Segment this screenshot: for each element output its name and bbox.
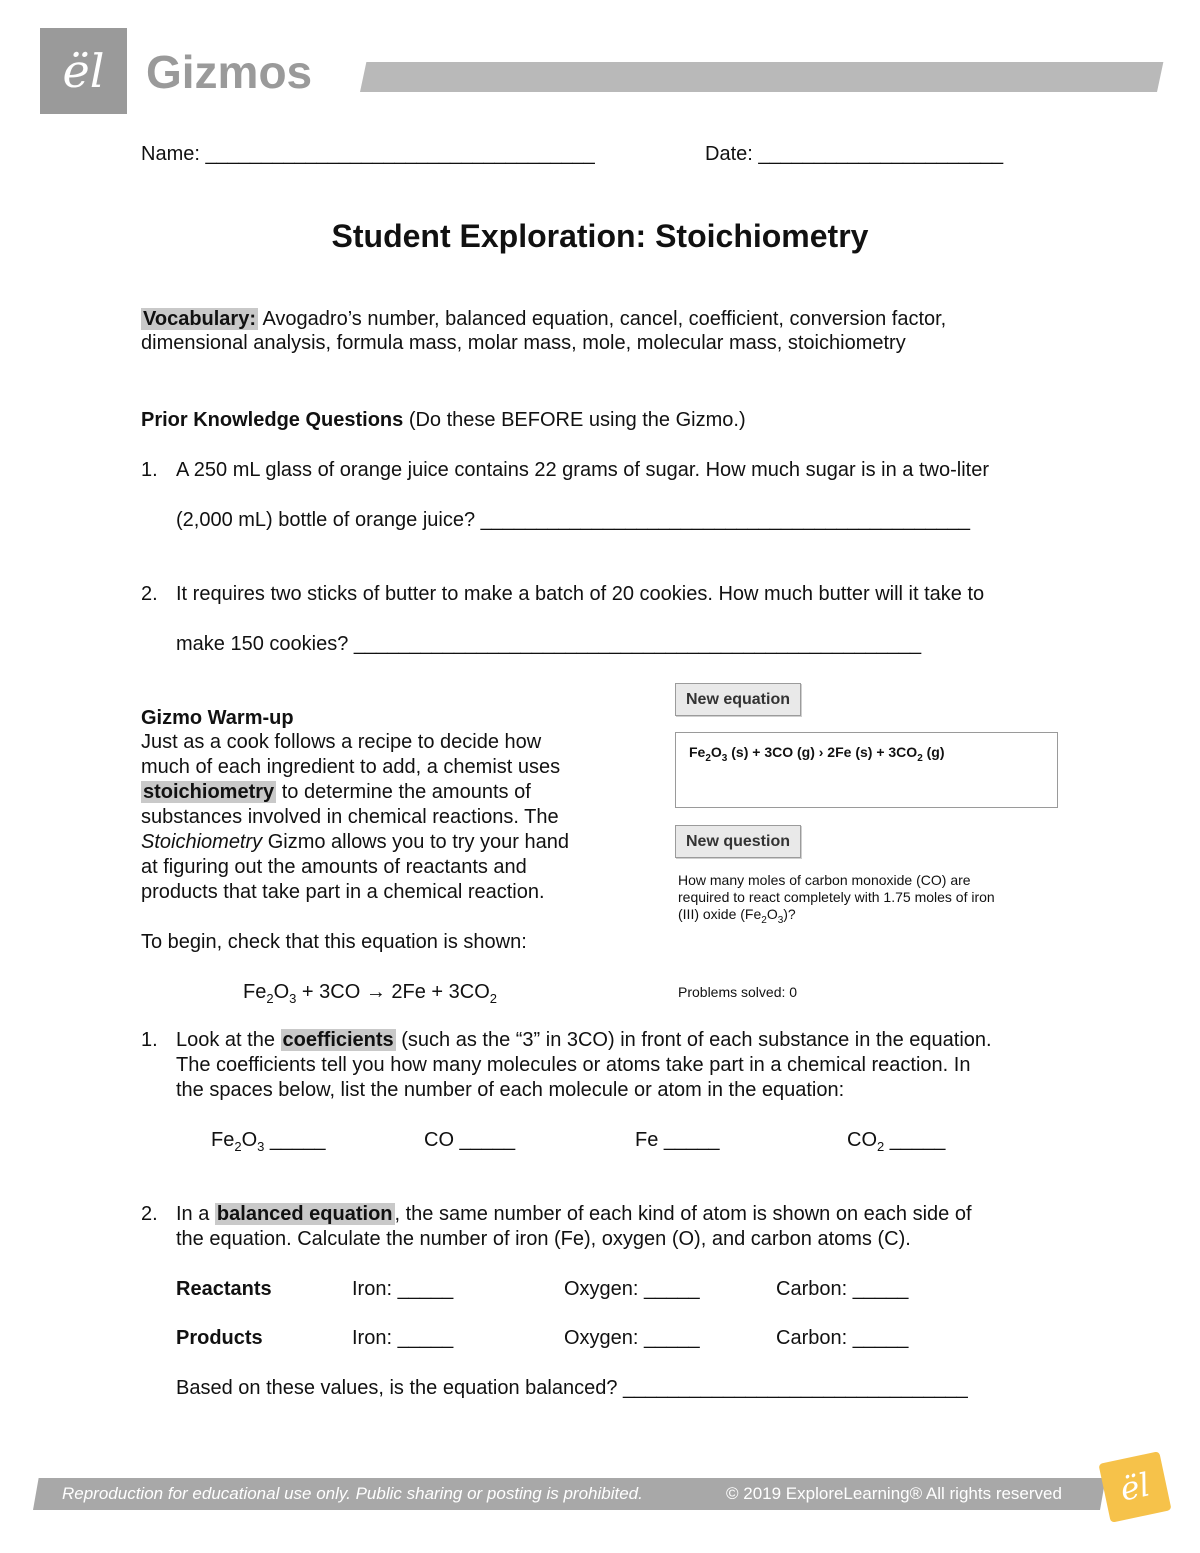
vocabulary-label: Vocabulary: <box>143 308 256 330</box>
products-iron-blank[interactable]: Iron: _____ <box>352 1327 454 1349</box>
stoichiometry-term: stoichiometry <box>143 781 275 803</box>
q2-line-1: In a balanced equation , the same number of each kind of atom is shown on each side of <box>176 1203 972 1225</box>
page-title: Student Exploration: Stoichiometry <box>331 218 869 254</box>
vocabulary-line-2: dimensional analysis, formula mass, molar mass, mole, molecular mass, stoichiometry <box>141 332 906 354</box>
prior-q2-answer[interactable]: make 150 cookies? ___________________________________________________ <box>176 633 922 655</box>
fe2o3-blank[interactable]: $Fe_2O_3$ _____ <box>211 1129 326 1154</box>
brand-title: Gizmos <box>146 46 313 98</box>
header-bar <box>360 62 1163 92</box>
coefficients-term: coefficients <box>282 1029 394 1051</box>
new-equation-button[interactable]: New equation <box>675 683 801 716</box>
gizmo-question-line: How many moles of carbon monoxide (CO) are <box>678 872 971 888</box>
arrow-icon: → <box>365 981 386 1003</box>
explorelearning-logo: ël <box>62 44 105 98</box>
warmup-line: products that take part in a chemical reaction. <box>141 881 545 903</box>
date-field[interactable]: Date: ______________________ <box>705 143 1004 165</box>
reactants-iron-blank[interactable]: Iron: _____ <box>352 1278 454 1300</box>
footer-notice: Reproduction for educational use only. Public sharing or posting is prohibited. <box>62 1484 643 1503</box>
new-question-button[interactable]: New question <box>675 825 801 858</box>
products-label: Products <box>176 1327 263 1349</box>
fe-blank[interactable]: Fe _____ <box>635 1129 720 1151</box>
gizmo-question-line: required to react completely with 1.75 moles of iron <box>678 889 995 905</box>
prior-q2-text: It requires two sticks of butter to make a batch of 20 cookies. How much butter will it take to <box>176 583 985 605</box>
warmup-line: Stoichiometry Gizmo allows you to try your hand <box>141 831 569 853</box>
reactants-label: Reactants <box>176 1278 272 1300</box>
name-field[interactable]: Name: ___________________________________ <box>141 143 595 165</box>
corner-logo-icon: ël <box>1098 1451 1171 1523</box>
vocabulary-line-1: Vocabulary: Avogadro’s number, balanced equation, cancel, coefficient, conversion factor, <box>143 308 947 330</box>
prior-q2-number: 2. <box>141 583 158 605</box>
footer-copyright: © 2019 ExploreLearning® All rights reserved <box>726 1484 1062 1503</box>
q1-line-3: the spaces below, list the number of each molecule or atom in the equation: <box>176 1079 845 1101</box>
gizmo-question-line: (III) oxide $(Fe_2O_3)$? <box>678 906 796 926</box>
products-oxygen-blank[interactable]: Oxygen: _____ <box>564 1327 700 1349</box>
warmup-line: stoichiometry to determine the amounts of <box>143 781 531 803</box>
balanced-equation-term: balanced equation <box>216 1203 393 1225</box>
q1-line-2: The coefficients tell you how many molecules or atoms take part in a chemical reaction. In <box>176 1054 971 1076</box>
balanced-answer[interactable]: Based on these values, is the equation balanced? _______________________________ <box>176 1377 968 1399</box>
reactants-carbon-blank[interactable]: Carbon: _____ <box>776 1278 909 1300</box>
reactants-oxygen-blank[interactable]: Oxygen: _____ <box>564 1278 700 1300</box>
warmup-line: much of each ingredient to add, a chemist uses <box>141 756 561 778</box>
warmup-line: substances involved in chemical reactions. The <box>141 806 559 828</box>
q1-number: 1. <box>141 1029 158 1051</box>
warmup-equation: $Fe_2O_3 + 3CO \to 2Fe + 3CO_2$ <box>243 981 498 1006</box>
warmup-line: Just as a cook follows a recipe to decide how <box>141 731 542 753</box>
warmup-line: at figuring out the amounts of reactants and <box>141 856 527 878</box>
warmup-begin: To begin, check that this equation is shown: <box>141 931 527 953</box>
warmup-heading: Gizmo Warm-up <box>141 707 294 729</box>
prior-q1-number: 1. <box>141 459 158 481</box>
equation-display-text: $Fe_2O_3$ (s) + 3CO (g) › 2Fe $(s) + 3CO_2$ (g) <box>689 744 945 764</box>
prior-q1-answer[interactable]: (2,000 mL) bottle of orange juice? ____________________________________________ <box>176 509 971 531</box>
q1-line-1: Look at the coefficients (such as the “3” in 3CO) in front of each substance in the equation. <box>176 1029 992 1051</box>
prior-q1-text: A 250 mL glass of orange juice contains 22 grams of sugar. How much sugar is in a two-liter <box>176 459 989 481</box>
q2-number: 2. <box>141 1203 158 1225</box>
prior-knowledge-heading: Prior Knowledge Questions (Do these BEFORE using the Gizmo.) <box>141 409 746 431</box>
products-carbon-blank[interactable]: Carbon: _____ <box>776 1327 909 1349</box>
q2-line-2: the equation. Calculate the number of iron (Fe), oxygen (O), and carbon atoms (C). <box>176 1228 911 1250</box>
problems-solved-counter: Problems solved: 0 <box>678 984 798 1000</box>
co2-blank[interactable]: $CO_2$ _____ <box>847 1129 946 1154</box>
co-blank[interactable]: CO _____ <box>424 1129 516 1151</box>
